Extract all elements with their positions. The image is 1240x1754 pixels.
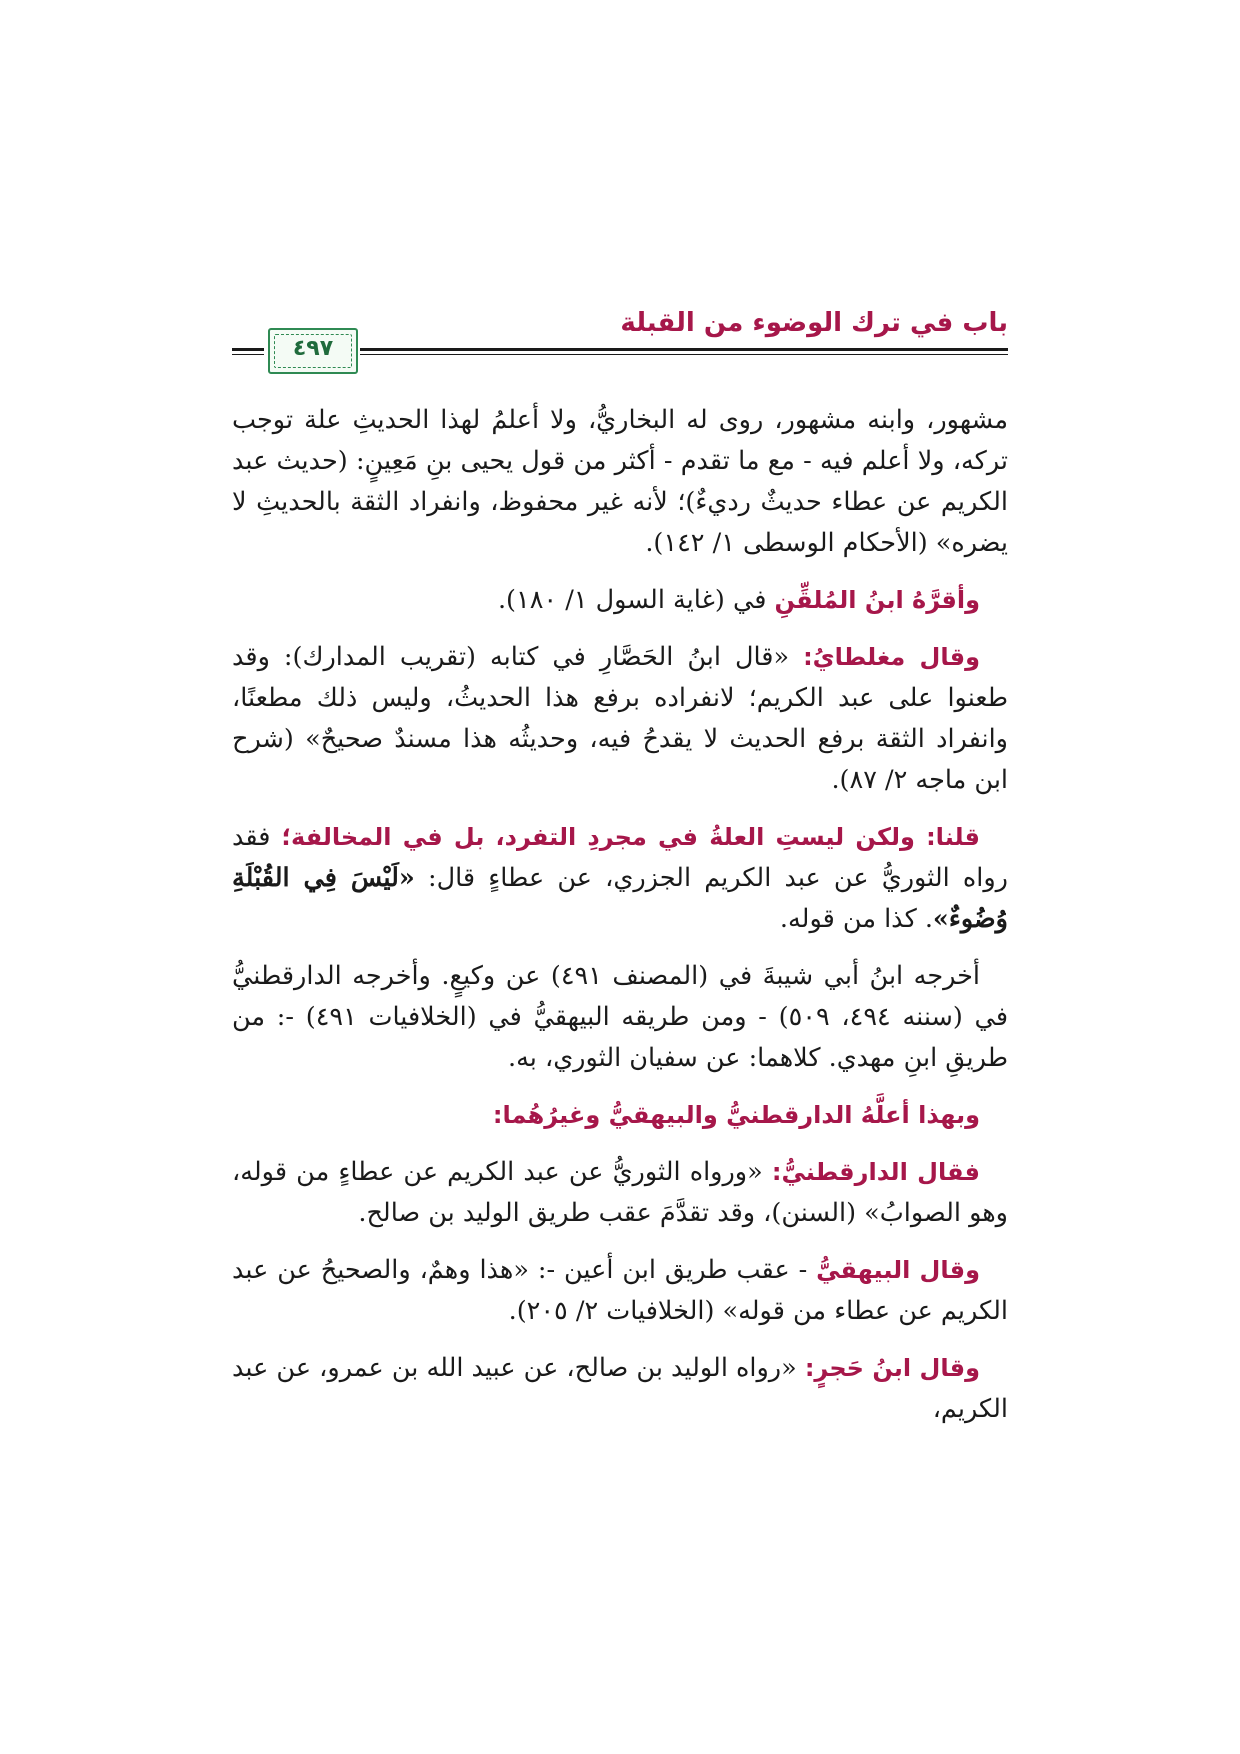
paragraph-3 xyxy=(232,637,1008,801)
paragraph-text: فقد رواه الثوريُّ عن عبد الكريم الجزري، عن عطاءٍ قال: xyxy=(232,822,1008,893)
paragraph-5 xyxy=(232,956,1008,1079)
paragraph-label: وبهذا أعلَّهُ الدارقطنيُّ والبيهقيُّ وغيرُهُما: xyxy=(492,1101,980,1129)
paragraph-text: مشهور، وابنه مشهور، روى له البخاريُّ، ولا أعلمُ لهذا الحديثِ علة توجب تركه، ولا أعلم فيه - مع ما تقدم - أكثر من قول يحيى بنِ مَعِينٍ: (حديث عبد الكريم عن عطاء حديثٌ رديءٌ)؛ لأنه غير محفوظ، وانفراد الثقة بالحديثِ لا يضره» (الأحكام الوسطى ١/ ١٤٢). xyxy=(232,405,1008,558)
paragraph-text: «ورواه الثوريُّ عن عبد الكريم عن عطاءٍ من قوله، وهو الصوابُ» (السنن)، وقد تقدَّمَ عقب طريق الوليد بن صالح. xyxy=(232,1157,1008,1228)
paragraph-7 xyxy=(232,1152,1008,1234)
paragraph-8 xyxy=(232,1250,1008,1332)
paragraph-text: . كذا من قوله. xyxy=(779,904,933,934)
paragraph-4 xyxy=(232,817,1008,940)
header-rule-left xyxy=(232,348,264,355)
paragraph-1 xyxy=(232,400,1008,564)
paragraph-label: وقال ابنُ حَجرٍ: xyxy=(804,1354,980,1382)
paragraph-label-emphasis: ولكن ليستِ العلةُ في مجردِ التفرد، بل في المخالفة؛ xyxy=(281,823,927,851)
running-header xyxy=(232,308,1008,388)
paragraph-label: قلنا: xyxy=(926,823,980,851)
paragraph-label: فقال الدارقطنيُّ: xyxy=(771,1158,981,1186)
page-number: ٤٩٧ xyxy=(292,336,334,361)
paragraph-text: «قال ابنُ الحَصَّارِ في كتابه (تقريب المدارك): وقد طعنوا على عبد الكريم؛ لانفراده برفع هذا الحديثُ، وليس ذلك مطعنًا، وانفراد الثقة برفع الحديث لا يقدحُ فيه، وحديثُه هذا مسندٌ صحيحٌ» (شرح ابن ماجه ٢/ ٨٧). xyxy=(232,642,1008,795)
paragraph-2 xyxy=(232,580,1008,621)
chapter-title: باب في ترك الوضوء من القبلة xyxy=(620,308,1008,338)
paragraph-9 xyxy=(232,1348,1008,1430)
paragraph-text: «رواه الوليد بن صالح، عن عبيد الله بن عمرو، عن عبد الكريم، xyxy=(232,1353,1008,1424)
paragraph-label: وقال مغلطايُ: xyxy=(803,643,980,671)
paragraph-text: - عقب طريق ابن أعين -: «هذا وهمٌ، والصحيحُ عن عبد الكريم عن عطاء من قوله» (الخلافيات ٢/ ٢٠٥). xyxy=(232,1255,1008,1326)
paragraph-label: وقال البيهقيُّ xyxy=(816,1256,980,1284)
header-rule xyxy=(360,348,1008,355)
paragraph-text: في (غاية السول ١/ ١٨٠). xyxy=(497,585,775,615)
paragraph-label: وأقرَّهُ ابنُ المُلقِّنِ xyxy=(774,586,980,614)
main-text xyxy=(232,400,1008,1430)
hadith-quote: «لَيْسَ فِي القُبْلَةِ وُضُوءٌ» xyxy=(232,863,1008,934)
page-number-badge xyxy=(268,328,358,374)
paragraph-6 xyxy=(232,1095,1008,1136)
paragraph-text: أخرجه ابنُ أبي شيبةَ في (المصنف ٤٩١) عن وكيعٍ. وأخرجه الدارقطنيُّ في (سننه ٤٩٤، ٥٠٩) - ومن طريقه البيهقيُّ في (الخلافيات ٤٩١) -: من طريقِ ابنِ مهدي. كلاهما: عن سفيان الثوري، به. xyxy=(232,961,1009,1073)
